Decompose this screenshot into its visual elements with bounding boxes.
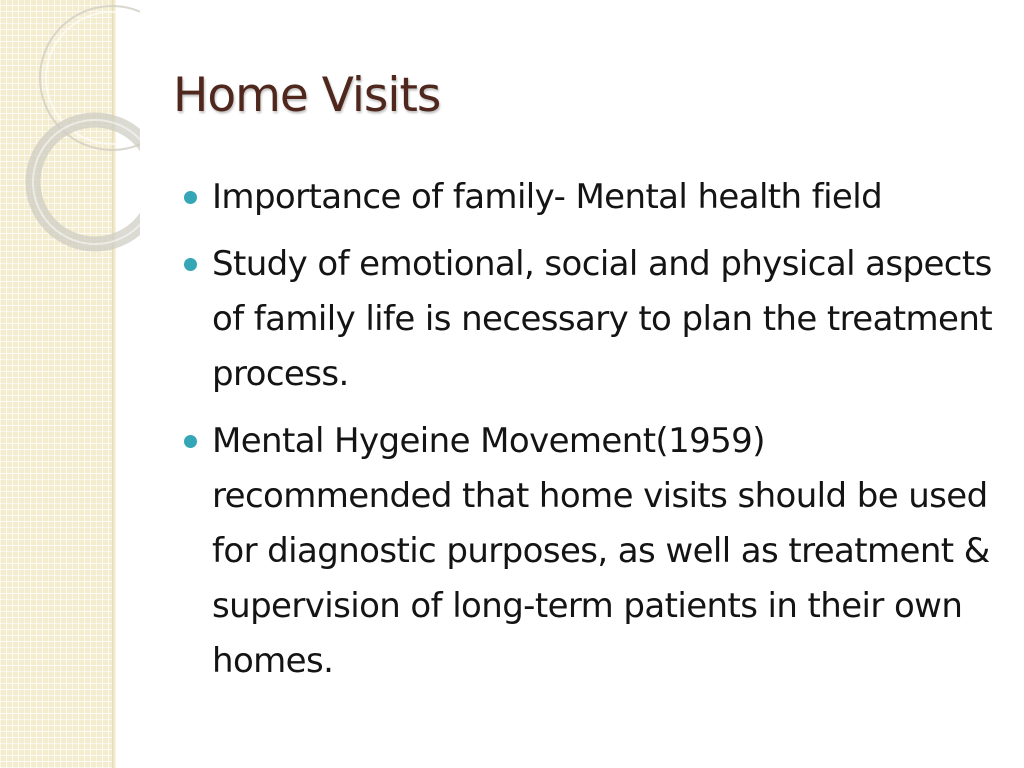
bullet-item [184,170,1004,225]
ring-decoration-icon [0,0,140,260]
bullet-item [184,414,1004,689]
bullet-text: Study of emotional, social and physical aspects of family life is necessary to plan the treatment process. [212,244,993,394]
bullet-dot-icon [184,435,197,448]
bullet-dot-icon [184,258,197,271]
slide-title: Home Visits [173,68,441,123]
bullet-dot-icon [184,191,197,204]
bullet-text: Importance of family- Mental health field [212,177,883,217]
bullet-text: Mental Hygeine Movement(1959) recommended that home visits should be used for diagnostic purposes, as well as treatment & supervision of long-term patients in their own homes. [212,421,990,681]
bullet-list [184,170,1004,701]
bullet-item [184,237,1004,402]
